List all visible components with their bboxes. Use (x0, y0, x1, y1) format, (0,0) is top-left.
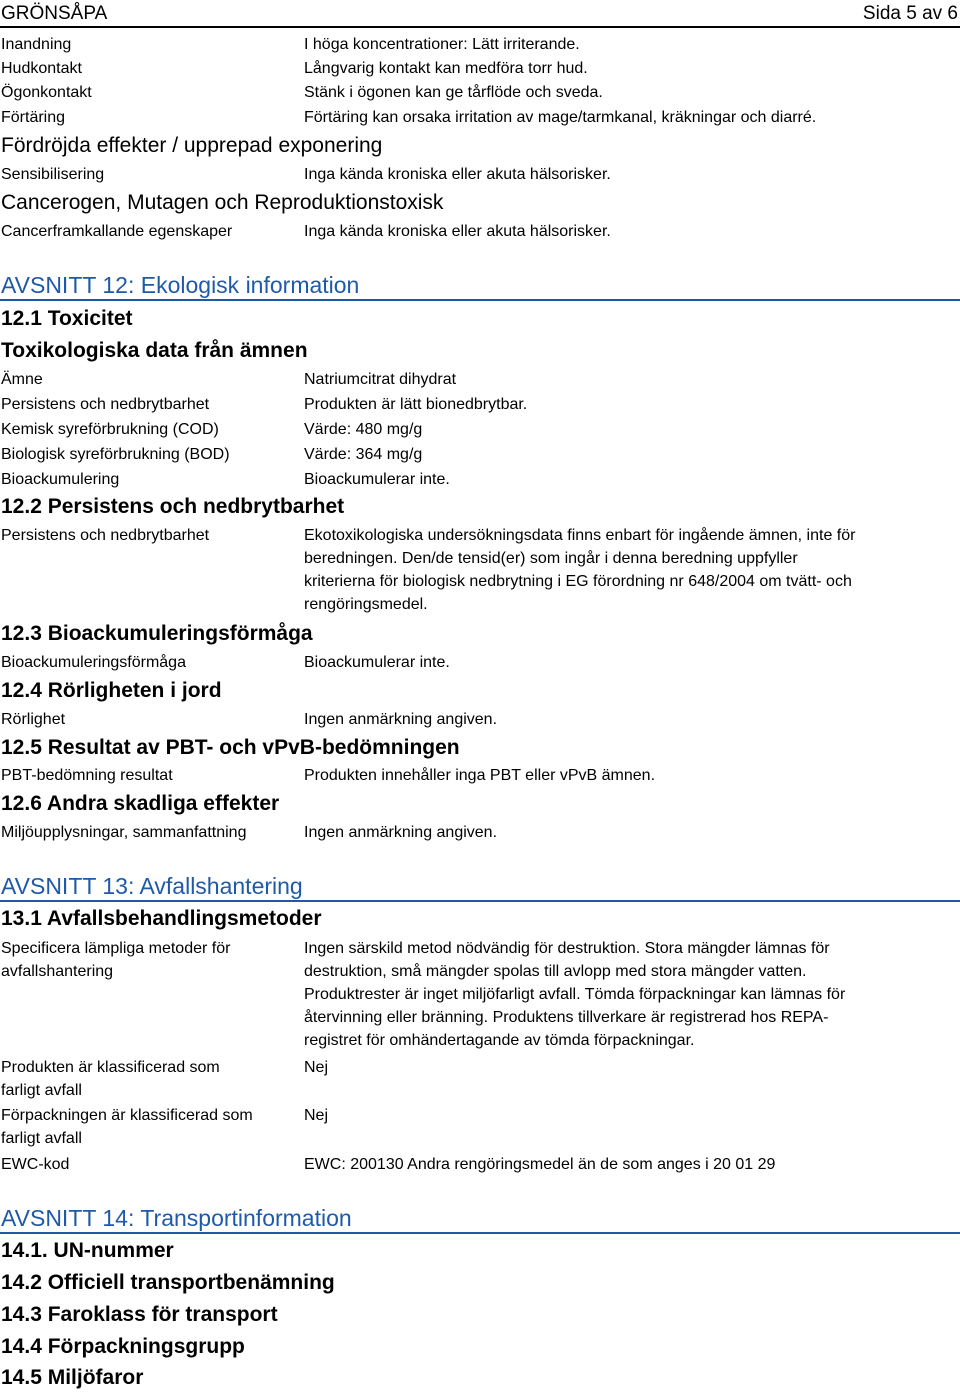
row-label: Bioackumuleringsförmåga (1, 654, 186, 671)
section-14-heading (0, 1203, 960, 1234)
value-line: beredningen. Den/de tensid(er) som ingår i denna beredning uppfyller (304, 550, 798, 567)
section-title: AVSNITT 13: Avfallshantering (1, 873, 303, 899)
document-title: GRÖNSÅPA (1, 3, 108, 24)
label-line: Produkten är klassificerad som (1, 1059, 220, 1076)
row-label: Rörlighet (1, 711, 66, 728)
row-value (304, 524, 954, 616)
row-label: Persistens och nedbrytbarhet (1, 527, 210, 544)
row-value: Nej (304, 1059, 329, 1076)
subsection-12-4: 12.4 Rörligheten i jord (1, 679, 222, 702)
section-title: AVSNITT 12: Ekologisk information (1, 272, 360, 298)
row-value: Ingen anmärkning angiven. (304, 711, 498, 728)
value-line: Ingen särskild metod nödvändig för destruktion. Stora mängder lämnas för (304, 940, 830, 957)
row-label: Persistens och nedbrytbarhet (1, 396, 210, 413)
value-line: rengöringsmedel. (304, 596, 428, 613)
page-header (0, 0, 960, 28)
value-line: Produktrester är inget miljöfarligt avfall. Tömda förpackningar kan lämnas för (304, 986, 846, 1003)
subsection-14-5: 14.5 Miljöfaror (1, 1366, 144, 1389)
row-label: Ögonkontakt (1, 84, 92, 101)
section-12-heading (0, 270, 960, 301)
row-label (1, 937, 291, 983)
subsection-12-3: 12.3 Bioackumuleringsförmåga (1, 622, 313, 645)
row-label: Förtäring (1, 109, 66, 126)
page-number: Sida 5 av 6 (862, 3, 958, 24)
row-value: EWC: 200130 Andra rengöringsmedel än de som anges i 20 01 29 (304, 1156, 776, 1173)
delayed-effects-heading: Fördröjda effekter / upprepad exponering (1, 134, 383, 157)
row-value: Värde: 364 mg/g (304, 446, 423, 463)
value-line: destruktion, små mängder spolas till avlopp med stora mängder vatten. (304, 963, 807, 980)
section-title: AVSNITT 14: Transportinformation (1, 1205, 352, 1231)
row-label: Cancerframkallande egenskaper (1, 223, 233, 240)
label-line: Förpackningen är klassificerad som (1, 1107, 253, 1124)
row-label (1, 1056, 291, 1102)
row-label: Inandning (1, 36, 72, 53)
subsection-12-1: 12.1 Toxicitet (1, 307, 133, 330)
subsection-14-1: 14.1. UN-nummer (1, 1239, 174, 1262)
row-label: PBT-bedömning resultat (1, 767, 173, 784)
row-value: Nej (304, 1107, 329, 1124)
row-label: Sensibilisering (1, 166, 105, 183)
row-value: Natriumcitrat dihydrat (304, 371, 457, 388)
subsection-12-2: 12.2 Persistens och nedbrytbarhet (1, 495, 345, 518)
row-label: Hudkontakt (1, 60, 82, 77)
row-value: Ingen anmärkning angiven. (304, 824, 498, 841)
value-line: återvinning eller bränning. Produktens tillverkare är registrerad hos REPA- (304, 1009, 829, 1026)
row-value: Inga kända kroniska eller akuta hälsorisker. (304, 166, 611, 183)
row-label: Kemisk syreförbrukning (COD) (1, 421, 219, 438)
toxicology-data-heading: Toxikologiska data från ämnen (1, 339, 308, 362)
row-value: Inga kända kroniska eller akuta hälsorisker. (304, 223, 611, 240)
row-label: Ämne (1, 371, 43, 388)
value-line: registret för omhändertagande av tömda förpackningar. (304, 1032, 695, 1049)
row-value: Långvarig kontakt kan medföra torr hud. (304, 60, 588, 77)
row-label: Miljöupplysningar, sammanfattning (1, 824, 247, 841)
row-value: I höga koncentrationer: Lätt irriterande. (304, 36, 580, 53)
row-label: Biologisk syreförbrukning (BOD) (1, 446, 230, 463)
row-value: Produkten är lätt bionedbrytbar. (304, 396, 528, 413)
row-value: Förtäring kan orsaka irritation av mage/tarmkanal, kräkningar och diarré. (304, 109, 817, 126)
subsection-12-6: 12.6 Andra skadliga effekter (1, 792, 280, 815)
row-value: Bioackumulerar inte. (304, 654, 450, 671)
subsection-14-2: 14.2 Officiell transportbenämning (1, 1271, 335, 1294)
row-value (304, 937, 954, 1052)
row-label: EWC-kod (1, 1156, 70, 1173)
row-value: Värde: 480 mg/g (304, 421, 423, 438)
label-line: Specificera lämpliga metoder för (1, 940, 231, 957)
row-label (1, 1104, 291, 1150)
value-line: Ekotoxikologiska undersökningsdata finns enbart för ingående ämnen, inte för (304, 527, 856, 544)
label-line: avfallshantering (1, 963, 114, 980)
row-label: Bioackumulering (1, 471, 120, 488)
section-13-heading (0, 871, 960, 902)
cmr-heading: Cancerogen, Mutagen och Reproduktionstoxisk (1, 191, 444, 214)
subsection-12-5: 12.5 Resultat av PBT- och vPvB-bedömningen (1, 736, 460, 759)
subsection-13-1: 13.1 Avfallsbehandlingsmetoder (1, 907, 322, 930)
subsection-14-4: 14.4 Förpackningsgrupp (1, 1335, 245, 1358)
label-line: farligt avfall (1, 1082, 82, 1099)
subsection-14-3: 14.3 Faroklass för transport (1, 1303, 278, 1326)
value-line: kriterierna för biologisk nedbrytning i EG förordning nr 648/2004 om tvätt- och (304, 573, 852, 590)
row-value: Bioackumulerar inte. (304, 471, 450, 488)
label-line: farligt avfall (1, 1130, 82, 1147)
row-value: Produkten innehåller inga PBT eller vPvB ämnen. (304, 767, 656, 784)
row-value: Stänk i ögonen kan ge tårflöde och sveda. (304, 84, 603, 101)
